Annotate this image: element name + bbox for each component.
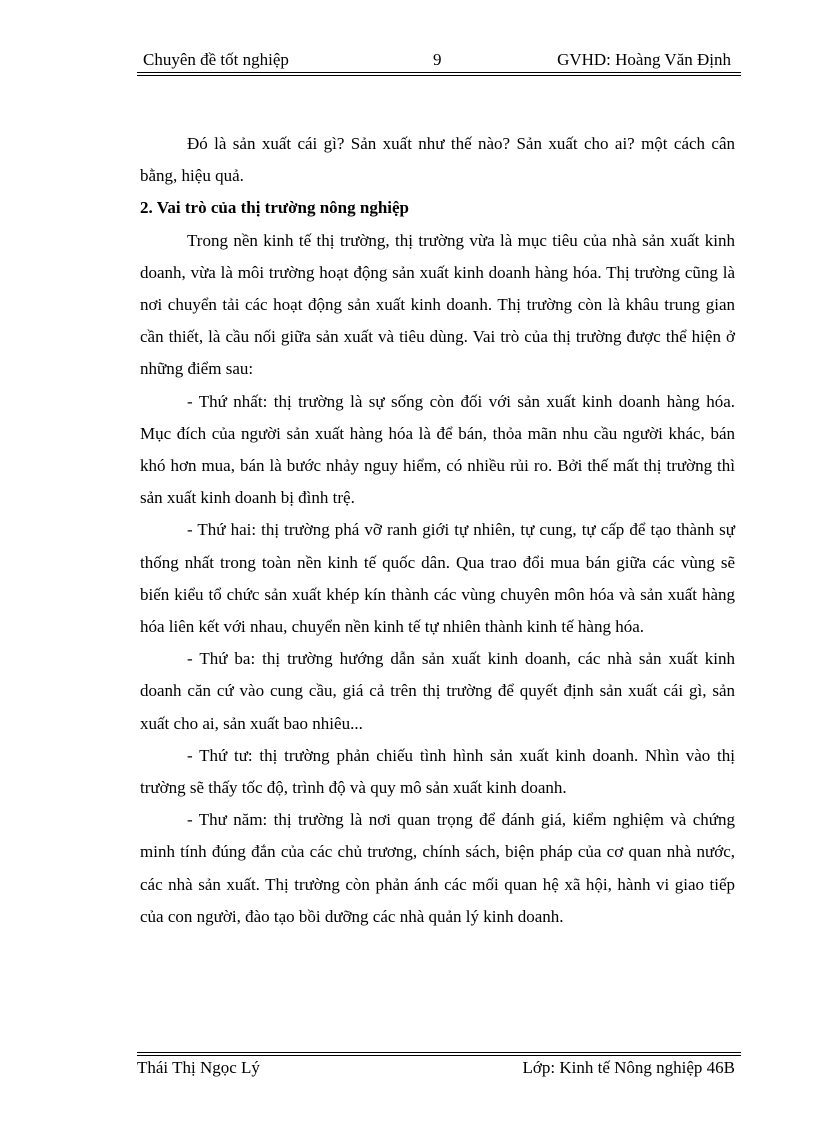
class-name: Lớp: Kinh tế Nông nghiệp 46B [522, 1058, 735, 1077]
document-title: Chuyên đề tốt nghiệp [143, 50, 289, 69]
paragraph-market-role: Trong nền kinh tế thị trường, thị trường vừa là mục tiêu của nhà sản xuất kinh doanh, vừa là môi trường hoạt động sản xuất kinh doanh hàng hóa. Thị trường cũng là nơi chuyển tải các hoạt động sản xuất kinh doanh. Thị trường còn là khâu trung gian cần thiết, là cầu nối giữa sản xuất và tiêu dùng. Vai trò của thị trường được thể hiện ở những điểm sau: [140, 230, 735, 379]
footer-divider-top [137, 1052, 741, 1053]
paragraph-first-point: - Thứ nhất: thị trường là sự sống còn đối với sản xuất kinh doanh hàng hóa. Mục đích của người sản xuất hàng hóa là để bán, thỏa mãn nhu cầu người khác, bán khó hơn mua, bán là bước nhảy nguy hiểm, có nhiều rủi ro. Bởi thế mất thị trường thì sản xuất kinh doanh bị đình trệ. [140, 391, 735, 508]
paragraph-fourth-point: - Thứ tư: thị trường phản chiếu tình hình sản xuất kinh doanh. Nhìn vào thị trường sẽ thấy tốc độ, trình độ và quy mô sản xuất kinh doanh. [140, 745, 735, 798]
page-footer [137, 1058, 741, 1082]
advisor-name: GVHD: Hoàng Văn Định [557, 50, 731, 69]
footer-divider-bottom [137, 1055, 741, 1056]
header-divider-top [137, 72, 741, 73]
paragraph-second-point: - Thứ hai: thị trường phá vỡ ranh giới tự nhiên, tự cung, tự cấp để tạo thành sự thống nhất trong toàn nền kinh tế quốc dân. Qua trao đổi mua bán giữa các vùng sẽ biến kiểu tổ chức sản xuất khép kín thành các vùng chuyên môn hóa và sản xuất hàng hóa liên kết với nhau, chuyển nền kinh tế tự nhiên thành kinh tế hàng hóa. [140, 520, 735, 637]
intro-paragraph: Đó là sản xuất cái gì? Sản xuất như thế nào? Sản xuất cho ai? một cách cân bằng, hiệu quả. [140, 134, 735, 186]
main-content [140, 128, 735, 933]
paragraph-third-point: - Thứ ba: thị trường hướng dẫn sản xuất kinh doanh, các nhà sản xuất kinh doanh căn cứ vào cung cầu, giá cả trên thị trường để quyết định sản xuất cái gì, sản xuất cho ai, sản xuất bao nhiêu... [140, 649, 735, 733]
header-divider-bottom [137, 75, 741, 76]
author-name: Thái Thị Ngọc Lý [137, 1058, 260, 1077]
paragraph-fifth-point: - Thư năm: thị trường là nơi quan trọng để đánh giá, kiểm nghiệm và chứng minh tính đúng đắn của các chủ trương, chính sách, biện pháp của cơ quan nhà nước, các nhà sản xuất. Thị trường còn phản ánh các mối quan hệ xã hội, hành vi giao tiếp của con người, đào tạo bồi dưỡng các nhà quản lý kinh doanh. [140, 810, 735, 926]
section-heading: 2. Vai trò của thị trường nông nghiệp [140, 198, 409, 218]
page-header [137, 46, 737, 72]
page-number: 9 [433, 50, 442, 69]
